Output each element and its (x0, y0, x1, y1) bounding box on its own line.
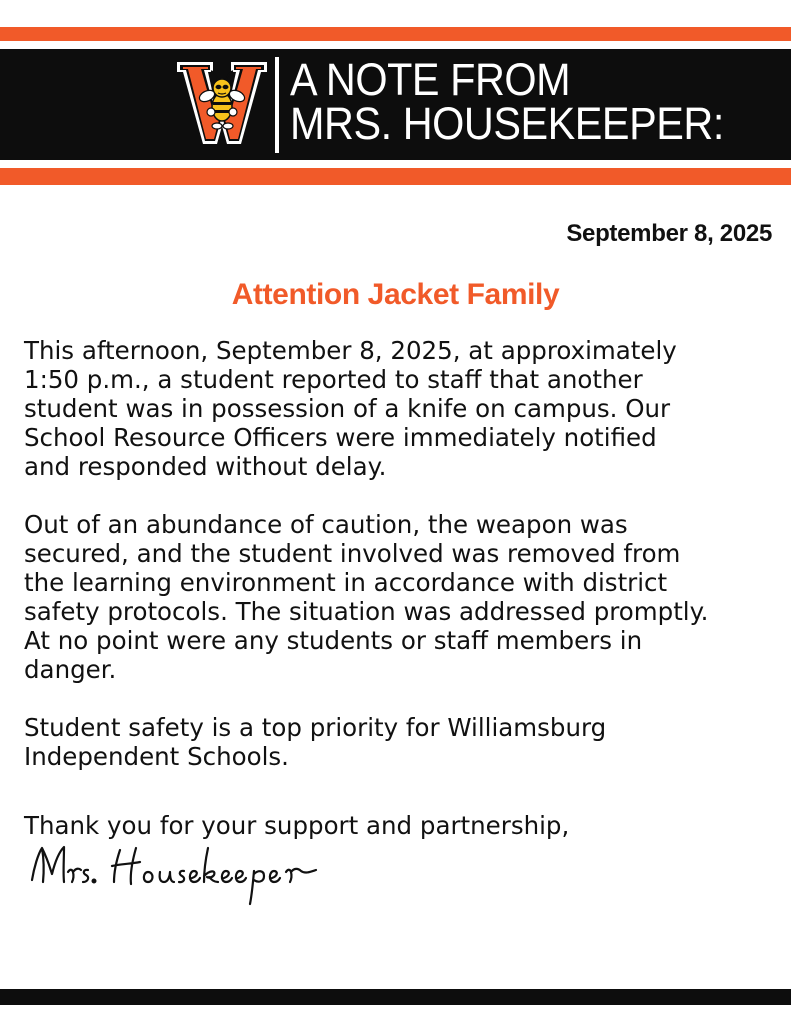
header-title-line1: A NOTE FROM (290, 54, 571, 105)
paragraph-line: Independent Schools. (24, 742, 289, 771)
paragraph-line: the learning environment in accordance with district (24, 568, 668, 597)
letter-body (24, 336, 774, 800)
paragraph-line: secured, and the student involved was removed from (24, 539, 681, 568)
paragraph-line: Student safety is a top priority for Williamsburg (24, 713, 607, 742)
paragraph-line: safety protocols. The situation was addressed promptly. (24, 597, 709, 626)
paragraph-line: This afternoon, September 8, 2025, at approximately (24, 336, 677, 365)
paragraph (24, 713, 774, 771)
signature-image (24, 838, 334, 908)
paragraph-line: student was in possession of a knife on campus. Our (24, 394, 671, 423)
letter-date: September 8, 2025 (566, 220, 772, 247)
header-orange-stripe-bottom (0, 168, 791, 185)
paragraph (24, 510, 774, 684)
paragraph-line: and responded without delay. (24, 452, 387, 481)
paragraph (24, 336, 774, 481)
paragraph-line: School Resource Officers were immediately notified (24, 423, 657, 452)
paragraph-line: danger. (24, 655, 117, 684)
paragraph-line: At no point were any students or staff members in (24, 626, 643, 655)
header-title (290, 54, 724, 149)
paragraph-line: 1:50 p.m., a student reported to staff that another (24, 365, 643, 394)
letter-heading: Attention Jacket Family (231, 278, 560, 311)
paragraph-line: Out of an abundance of caution, the weapon was (24, 510, 628, 539)
header-orange-stripe-top (0, 27, 791, 41)
letter-closing: Thank you for your support and partnership, (24, 811, 570, 840)
yellow-jacket-w-logo (177, 60, 267, 146)
header-divider (275, 57, 279, 153)
header-title-line2: MRS. HOUSEKEEPER: (290, 98, 724, 149)
footer-band (0, 989, 791, 1005)
